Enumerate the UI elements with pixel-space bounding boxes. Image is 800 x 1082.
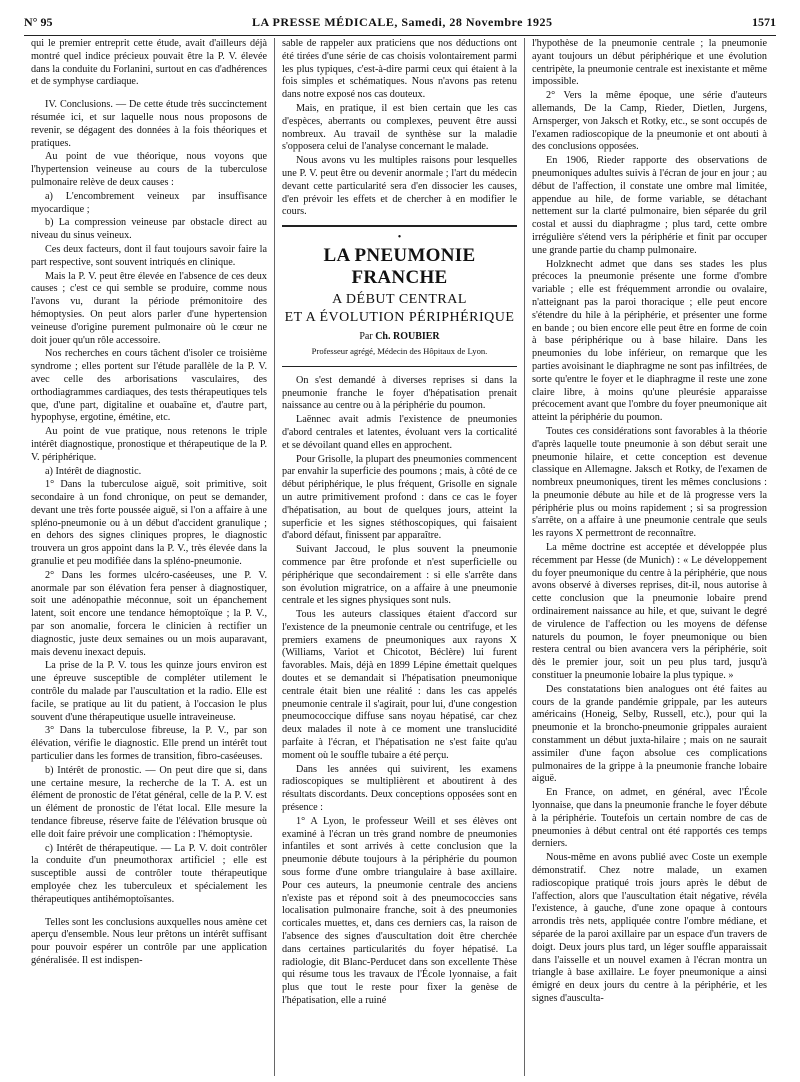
paragraph: Suivant Jaccoud, le plus souvent la pneumonie commence par être profonde et n'est superficielle ou périphérique que secondairement : si elle s'arrête dans son évolution migratrice, on a affaire à une pneumonie centrale et les signes physiques sont nuls.	[282, 544, 517, 607]
paragraph: En 1906, Rieder rapporte des observations de pneumoniques adultes suivis à l'écran de jour en jour ; au début de l'affection, il constate une ombre mal limitée, appendue au hile, de forme variable, se détachant nettement sur la clarté pulmonaire, bien séparée du gril costal et aussi du diaphragme ; plus tard, cette ombre irrégulière s'étend vers la périphérie et finit par occuper une grande partie du champ pulmonaire.	[532, 155, 767, 256]
author-affiliation: Professeur agrégé, Médecin des Hôpitaux de Lyon.	[311, 345, 488, 356]
paragraph: La même doctrine est acceptée et développée plus récemment par Hesse (de Munich) : « Le développement du foyer pneumonique du centre à la périphérie, que nous avons observé à diverses reprises, dit-il, nous autorise à cette conclusion que la pneumonie lobaire prend ordinairement naissance au hile, et que, suivant le degré de virulence de l'affection ou les moyens de défense naturels du poumon, le foyer pneumonique ou bien restera central ou bien avancera vers la périphérie, soit dès le premier jour, soit un peu plus tard, jusqu'à constituer la pneumonie lobaire la plus typique. »	[532, 542, 767, 682]
paragraph: sable de rappeler aux praticiens que nos déductions ont été tirées d'une série de cas choisis volontairement parmi les plus typiques, c'est-à-dire parmi ceux qui étaient à la fois simples et schématiques. Nous n'avons pas retenu dans notre exposé nos cas douteux.	[282, 38, 517, 101]
column-2	[274, 38, 524, 1076]
paragraph: Dans les années qui suivirent, les examens radioscopiques se multiplièrent et aboutirent à des résultats discordants. Deux conceptions opposées sont en présence :	[282, 763, 517, 814]
paragraph: qui le premier entreprit cette étude, avait d'ailleurs déjà montré quel indice précieux pouvait être la P. V. élevée dans la conduite du Forlanini, surtout en cas d'adhérences et de symphyse cardiaque.	[31, 38, 267, 88]
paragraph: Telles sont les conclusions auxquelles nous amène cet aperçu d'ensemble. Nous leur prêtons un intérêt suffisant pour pouvoir espérer un contrôle par une application généralisée. Il est indispen-	[31, 916, 267, 966]
page-number-left: N° 95	[24, 15, 53, 29]
column-2-top	[282, 38, 517, 219]
paragraph: On s'est demandé à diverses reprises si dans la pneumonie franche le foyer d'hépatisation prenait naissance au centre ou à la périphérie du poumon.	[282, 374, 517, 412]
article-author	[282, 331, 517, 344]
column-3	[524, 38, 774, 1076]
text-columns	[24, 38, 776, 1076]
paragraph: Holzknecht admet que dans ses stades les plus précoces la pneumonie présente une forme d'ombre variable ; elle est fréquemment arrondie ou ovalaire, n'atteignant pas la paroi thoracique ; elle peut encore s'étendre du hile à la périphérie, et présenter une forme en bande ; ou bien encore elle peut être en forme de coin à base périphérique ou à base hilaire. Dans les pneumonies du lobe inférieur, on remarque que les parties avoisinant le diaphragme ne sont pas infiltrées, de sorte qu'entre le foyer et le diaphragme il reste une zone claire libre, à moins qu'une pleurésie apparaisse précocement avant que l'ombre du foyer pneumonique ait atteint la périphérie du poumon.	[532, 258, 767, 424]
column-1	[24, 38, 274, 1076]
paragraph: Mais la P. V. peut être élevée en l'absence de ces deux causes ; c'est ce qui semble se produire, comme nous l'avons vu, durant la période prémonitoire des hémoptysies. On peut alors parler d'une hypertension veineuse d'origine purement pulmonaire où le cœur ne doit jouer qu'un rôle accessoire.	[31, 270, 267, 346]
paragraph: IV. Conclusions. — De cette étude très succinctement résumée ici, et sur laquelle nous nous proposons de revenir, se dégagent des données à la fois théoriques et pratiques.	[31, 99, 267, 149]
author-prefix: Par	[359, 331, 373, 343]
article-title: LA PNEUMONIE FRANCHE	[323, 245, 476, 289]
paragraph: 3° Dans la tuberculose fibreuse, la P. V., par son élévation, vérifie le diagnostic. Elle prend un intérêt tout particulier dans les formes de transition, fibro-caséeuses.	[31, 725, 267, 763]
paragraph: Ces deux facteurs, dont il faut toujours savoir faire la part respective, sont souvent intriqués en clinique.	[31, 243, 267, 268]
paragraph: 2° Vers la même époque, une série d'auteurs allemands, De la Camp, Rieder, Dietlen, Jurgens, Arnsperger, von Jaksch et Rotky, etc., se sont occupés de l'examen radioscopique de la pneumonie et ont abouti à des conclusions opposées.	[532, 90, 767, 153]
article-subtitle-1: A DÉBUT CENTRAL	[332, 292, 467, 308]
paragraph: a) Intérêt de diagnostic.	[45, 465, 142, 477]
paragraph: En France, on admet, en général, avec l'École lyonnaise, que dans la pneumonie franche le foyer débute à la périphérie. Toutefois un certain nombre de cas de pneumonies à début central ont été rapportés ces temps derniers.	[532, 787, 767, 850]
paragraph: Mais, en pratique, il est bien certain que les cas d'espèces, aberrants ou complexes, peuvent être aussi nombreux. Au travail de synthèse sur la maladie s'opposera celui de l'analyse concernant le malade.	[282, 102, 517, 153]
column-2-bottom	[282, 375, 517, 1008]
paragraph: 1° Dans la tuberculose aiguë, soit primitive, soit secondaire à un fond chronique, on peut se demander, devant une très forte poussée aiguë, si l'on a affaire à une spléno-pneumonie ou à un début d'accident granulique ; en dehors des signes cliniques propres, le diagnostic trouvera un gros appoint dans la P. V., très élevée dans la granulie et peu modifiée dans la spléno-pneumonie.	[31, 479, 267, 568]
paragraph: b) La compression veineuse par obstacle direct au niveau du sinus veineux.	[31, 217, 267, 242]
paragraph: Nous-même en avons publié avec Coste un exemple démonstratif. Chez notre malade, un examen radioscopique pratiqué trois jours après le début de l'affection, alors que l'auscultation était négative, révéla l'existence, à gauche, d'une zone opaque à contours arrondis très nets, appliquée contre l'ombre médiane, et séparée de la paroi axillaire par un espace d'un travers de doigt. Deux jours plus tard, un léger souffle apparaissait dans l'aisselle et un nouvel examen à l'écran montra un triangle à base axillaire. Le foyer pneumonique a ainsi émigré en deux jours du centre à la périphérie, et les signes d'ausculta-	[532, 852, 767, 1004]
page-header	[24, 10, 776, 36]
paragraph: Au point de vue théorique, nous voyons que l'hypertension veineuse au cours de la tuberculose pulmonaire relève de deux causes :	[31, 151, 267, 188]
paragraph: 2° Dans les formes ulcéro-caséeuses, une P. V. anormale par son élévation fera penser à diagnostiquer, soit une adénopathie méconnue, soit un épanchement latent, soit encore une tendance hémoptoïque ; la P. V., par son anomalie, forcera le clinicien à rectifier un diagnostic, juste deux semaines ou un mois auparavant, mais devenu inexact depuis.	[31, 569, 267, 658]
author-name: Ch. ROUBIER	[375, 331, 440, 343]
paragraph: 1° A Lyon, le professeur Weill et ses élèves ont examiné à l'écran un très grand nombre de pneumonies infantiles et sont arrivés à cette conclusion que la pneumonie débute toujours à la périphérie du poumon sous forme d'une ombre triangulaire à base axillaire. Pour ces auteurs, la pneumonie centrale des anciens n'existe pas et répond soit à des pneumococcies sans localisation pulmonaire franche, soit à des pneumonies corticales muettes, et, dans ces derniers cas, la raison de l'absence des signes d'auscultation doit être cherchée dans certaines particularités du foyer hépatisé. La radiologie, dit Blanc-Perducet dans son excellente Thèse qui résume tous les travaux de l'École lyonnaise, a fait plus que tout le reste pour fixer la genèse de l'hépatisation, elle a ruiné	[282, 815, 517, 1006]
paragraph: Toutes ces considérations sont favorables à la théorie d'après laquelle toute pneumonie à son début serait une pneumonie hilaire, et cette conception est devenue classique en Allemagne. Jaksch et Rotky, de l'examen de nombreux pneumoniques, tirent les mêmes conclusions : la pneumonie débute au hile et de là progresse vers la périphérie plus ou moins rapidement ; si sa progression s'arrête, on a affaire à une pneumonie centrale que seuls les rayons X permettront de reconnaître.	[532, 425, 767, 540]
paragraph: Nos recherches en cours tâchent d'isoler ce troisième syndrome ; elles portent sur l'étude parallèle de la P. V. avec celle des arborisations vasculaires, des orthodiagrammes cardiaques, des tests thérapeutiques tels que, d'une part, digitaline et ouabaïne et, d'autre part, hypophyse, ergotine, émétine, etc.	[31, 348, 267, 424]
paragraph: Au point de vue pratique, nous retenons le triple intérêt diagnostique, pronostique et thérapeutique de la P. V. périphérique.	[31, 426, 267, 463]
paragraph: Des constatations bien analogues ont été faites au cours de la grande pandémie grippale, par les auteurs américains (Honeig, Selby, Russell, etc.), pour qui la pneumonie et la broncho-pneumonie grippales auraient constamment un début juxta-hilaire ; mais on ne saurait assimiler d'une façon absolue ces complications pulmonaires de la grippe à la pneumonie franche lobaire aiguë.	[532, 683, 767, 785]
paragraph: b) Intérêt de pronostic. — On peut dire que si, dans une certaine mesure, la recherche de la T. A. est un élément de pronostic de l'état général, celle de la P. V. est un élément de pronostic de l'état local. Elle mesure la tendance fibreuse, réserve faite de l'élévation brusque où elle doit faire prévoir une complication : l'hémoptysie.	[31, 764, 267, 840]
paragraph: Nous avons vu les multiples raisons pour lesquelles une P. V. peut être ou devenir anormale ; l'art du médecin devant cette particularité sera d'en dissocier les causes, d'en prévoir les effets et de chercher à en modifier le cours.	[282, 155, 517, 218]
running-title: LA PRESSE MÉDICALE, Samedi, 28 Novembre 1925	[252, 15, 553, 29]
paragraph: a) L'encombrement veineux par insuffisance myocardique ;	[31, 190, 267, 215]
paragraph: Laënnec avait admis l'existence de pneumonies d'abord centrales et latentes, évoluant vers la corticalité et se dévoilant quand elles en approchent.	[282, 414, 517, 451]
article-subtitle-2: ET A ÉVOLUTION PÉRIPHÉRIQUE	[284, 310, 515, 326]
paragraph: c) Intérêt de thérapeutique. — La P. V. doit contrôler la conduite d'un pneumothorax artificiel ; elle est susceptible aussi de contrôler toute thérapeutique employée chez les tuberculeux et spécialement les thérapeutiques antihémoptoïsantes.	[31, 842, 267, 905]
article-heading	[282, 225, 517, 367]
paragraph: l'hypothèse de la pneumonie centrale ; la pneumonie ayant toujours un début périphérique et une évolution centripète, la pneumonie centrale est inexistante et même impossible.	[532, 38, 767, 88]
page-number-right: 1571	[752, 15, 776, 29]
ornament-dot: •	[397, 232, 402, 244]
paragraph: Pour Grisolle, la plupart des pneumonies commencent par envahir la superficie des poumons ; mais, à côté de ce début périphérique, le plus fréquent, Grisolle en signale un autre primitivement profond : dans ce cas le foyer d'hépatisation, au bout de quelques jours, atteint la superficie et les signes stéthoscopiques, qui faisaient d'abord défaut, finissent par apparaître.	[282, 453, 517, 542]
paragraph: Tous les auteurs classiques étaient d'accord sur l'existence de la pneumonie centrale ou centrifuge, et les premiers examens de pneumoniques aux rayons X (Williams, Variot et Chicotot, Béclère) lui furent favorables. Mais, déjà en 1899 Lépine émettait quelques doutes et se demandait si l'hépatisation pneumonique centrale était bien une réalité : dans les cas appelés pneumonie centrale il s'agirait, pour lui, d'une congestion pneumococcique diffuse sans noyau hépatisé, car chez deux malades il note à ce moment une translucidité parfaite à l'écran, et l'hépatisation ne s'est faite qu'au moment où le souffle tubaire a été perçu.	[282, 609, 517, 761]
paragraph: La prise de la P. V. tous les quinze jours environ est une épreuve susceptible de compléter utilement le contrôle du malade par l'auscultation et la radio. Elle est facile, se pratique au lit du patient, à l'occasion le plus souvent d'une thérapeutique usuelle intraveineuse.	[31, 660, 267, 723]
